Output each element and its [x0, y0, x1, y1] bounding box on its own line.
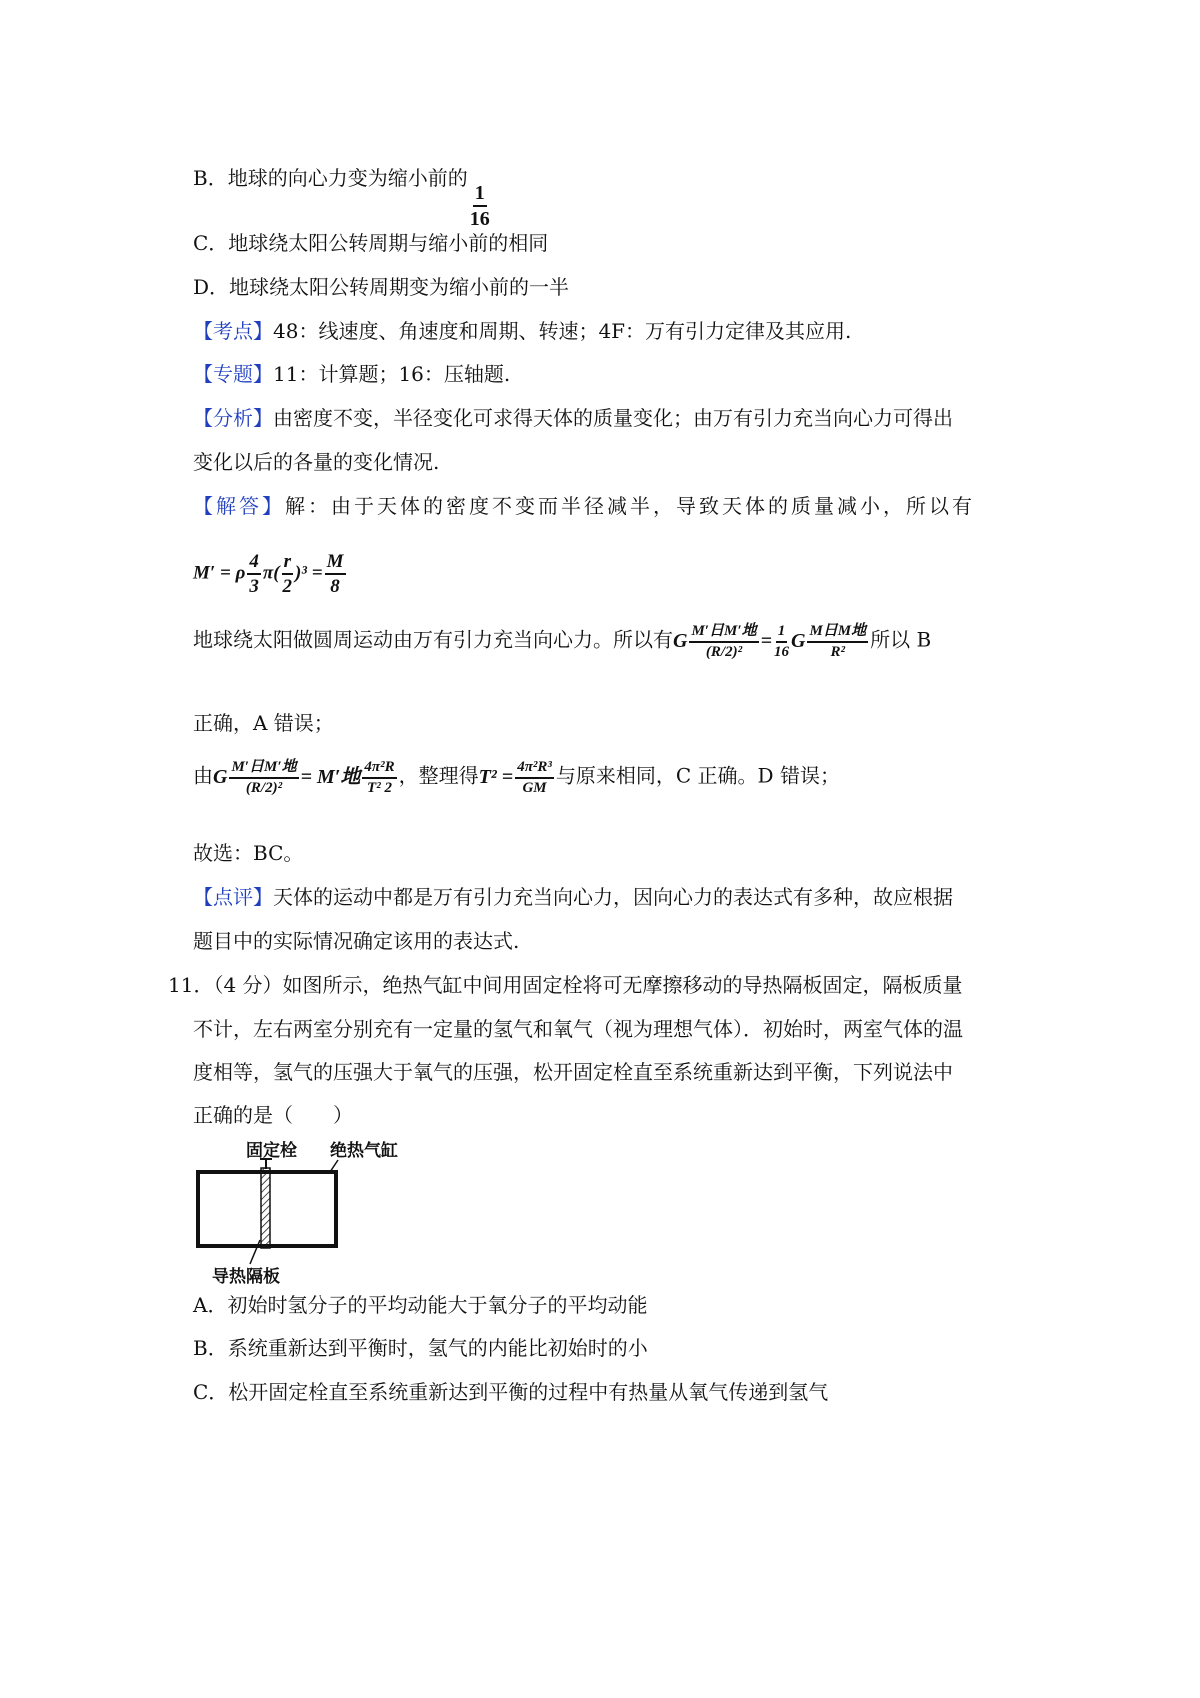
eq2-frac-1: [689, 624, 758, 660]
fenxi-line-2: 变化以后的各量的变化情况.: [193, 450, 440, 474]
jieda-line-5: [193, 760, 840, 796]
eq1-8: 8: [330, 576, 340, 597]
q11-option-b: B．系统重新达到平衡时，氢气的内能比初始时的小: [193, 1336, 648, 1360]
eq1-two: 2: [282, 576, 293, 597]
eq1-r-frac: [282, 552, 293, 596]
dianping-tag: 【点评】: [193, 885, 273, 909]
eq2-frac-c: [774, 624, 789, 660]
dianping-text-1: 天体的运动中都是万有引力充当向心力，因向心力的表达式有多种，故应根据: [273, 885, 953, 909]
eq1-lhs: M′ =: [193, 562, 231, 584]
fenxi-line-1: [193, 408, 953, 428]
eq3-num: M′日M′地: [229, 760, 298, 779]
eq2-c-num: 1: [776, 624, 788, 643]
option-b: [193, 168, 492, 229]
q11-option-a: A．初始时氢分子的平均动能大于氧分子的平均动能: [193, 1293, 648, 1317]
fenxi-text-1: 由密度不变，半径变化可求得天体的质量变化；由万有引力充当向心力可得出: [273, 406, 953, 430]
eq3-frac-1: [229, 760, 298, 796]
eq2-den: (R/2)²: [705, 644, 743, 660]
kaodian-line: [193, 321, 851, 341]
eq2-den2: R²: [830, 644, 846, 660]
eq2-c-den: 16: [773, 644, 789, 660]
eq3: G $\frac{\text{M′日M′地}}{\text{(R/2)²}}$ = M′地 $\frac{\text{4π²R}}{\text{T² 2}}$: [213, 759, 395, 796]
equation-mass: [193, 552, 348, 596]
eq1-rho: ρ: [235, 562, 246, 584]
q11-line-2: 不计，左右两室分别充有一定量的氢气和氧气（视为理想气体）．初始时，两室气体的温: [193, 1017, 963, 1041]
q11-option-c: C．松开固定栓直至系统重新达到平衡的过程中有热量从氧气传递到氢气: [193, 1380, 829, 1404]
fraction-denominator: 16: [469, 208, 490, 230]
zhuanti-text: 11：计算题；16：压轴题.: [273, 362, 511, 386]
fenxi-tag: 【分析】: [193, 406, 273, 430]
kaodian-text: 48：线速度、角速度和周期、转速；4F：万有引力定律及其应用.: [273, 319, 852, 343]
eq3-frac-2: [362, 760, 396, 796]
q11-line-4: 正确的是（ ）: [193, 1103, 353, 1127]
eq4: [478, 759, 556, 796]
jieda-tag: 【解答】: [193, 494, 285, 518]
eq1-pi: π(: [262, 562, 280, 584]
option-c: C．地球绕太阳公转周期与缩小前的相同: [193, 231, 549, 255]
eq4-den: GM: [522, 780, 547, 796]
eq3-rhs: = M′地: [300, 765, 361, 788]
jieda-text-3: 地球绕太阳做圆周运动由万有引力充当向心力。所以有: [193, 627, 673, 652]
jieda-line-3: [193, 624, 931, 660]
jieda-text-1: 解：由于天体的密度不变而半径减半，导致天体的质量减小，所以有: [285, 494, 975, 518]
eq1-m-frac: [325, 552, 346, 596]
option-b-fraction: [470, 183, 490, 229]
jieda-line-1: [193, 496, 975, 516]
eq4-lhs: T² =: [478, 765, 514, 788]
eq2: G $\frac{\text{M′日M′地}}{\text{(R/2)²}}$ = $\frac{1}{16}$ G $\frac{\text{M日M地}}{\text{R²}}$: [673, 623, 867, 660]
dianping-line-2: 题目中的实际情况确定该用的表达式.: [193, 929, 520, 953]
eq1-frac-den: 3: [249, 576, 259, 597]
eq4-frac: [515, 760, 554, 796]
eq4-num: 4π²R³: [515, 760, 554, 779]
option-d: D．地球绕太阳公转周期变为缩小前的一半: [193, 275, 570, 299]
eq2-num: M′日M′地: [689, 624, 758, 643]
eq1-frac-num: 4: [247, 552, 261, 575]
label-fixed-pin: 固定栓: [246, 1141, 297, 1161]
fraction-numerator: 1: [473, 183, 487, 207]
eq2-num2: M日M地: [807, 624, 868, 643]
jieda-text-5-mid: ，整理得: [398, 763, 479, 788]
label-conducting-plate: 导热隔板: [212, 1267, 280, 1287]
eq3-den: (R/2)²: [245, 780, 283, 796]
label-insulated-cylinder: 绝热气缸: [330, 1141, 398, 1161]
jieda-text-5-suffix: 与原来相同，C 正确。D 错误；: [555, 763, 840, 788]
jieda-line-6: 故选：BC。: [193, 841, 304, 865]
eq1-m: M: [325, 552, 346, 575]
zhuanti-line: [193, 364, 510, 384]
eq3-f-den: T² 2: [367, 780, 392, 796]
plate-leader: [250, 1240, 260, 1264]
zhuanti-tag: 【专题】: [193, 362, 273, 386]
q11-line-1: 11．（4 分）如图所示，绝热气缸中间用固定栓将可无摩擦移动的导热隔板固定，隔板质量: [168, 973, 963, 997]
cylinder-drawing: [190, 1136, 420, 1286]
kaodian-tag: 【考点】: [193, 319, 273, 343]
jieda-line-4: 正确，A 错误；: [193, 711, 334, 735]
eq1-frac: [247, 552, 261, 596]
option-b-text: B．地球的向心力变为缩小前的: [193, 166, 468, 190]
eq2-eq: =: [760, 629, 772, 652]
eq2-frac-2: [807, 624, 868, 660]
cylinder-diagram: [190, 1136, 420, 1286]
q11-line-3: 度相等，氢气的压强大于氧气的压强，松开固定栓直至系统重新达到平衡，下列说法中: [193, 1060, 953, 1084]
dianping-line-1: [193, 887, 953, 907]
eq1-r: r: [282, 552, 293, 575]
conducting-plate: [261, 1168, 270, 1248]
jieda-text-3-suffix: 所以 B: [870, 627, 932, 652]
eq3-f-num: 4π²R: [362, 760, 396, 779]
jieda-text-5-prefix: 由: [193, 763, 213, 788]
eq1-end: )³ =: [294, 562, 323, 584]
